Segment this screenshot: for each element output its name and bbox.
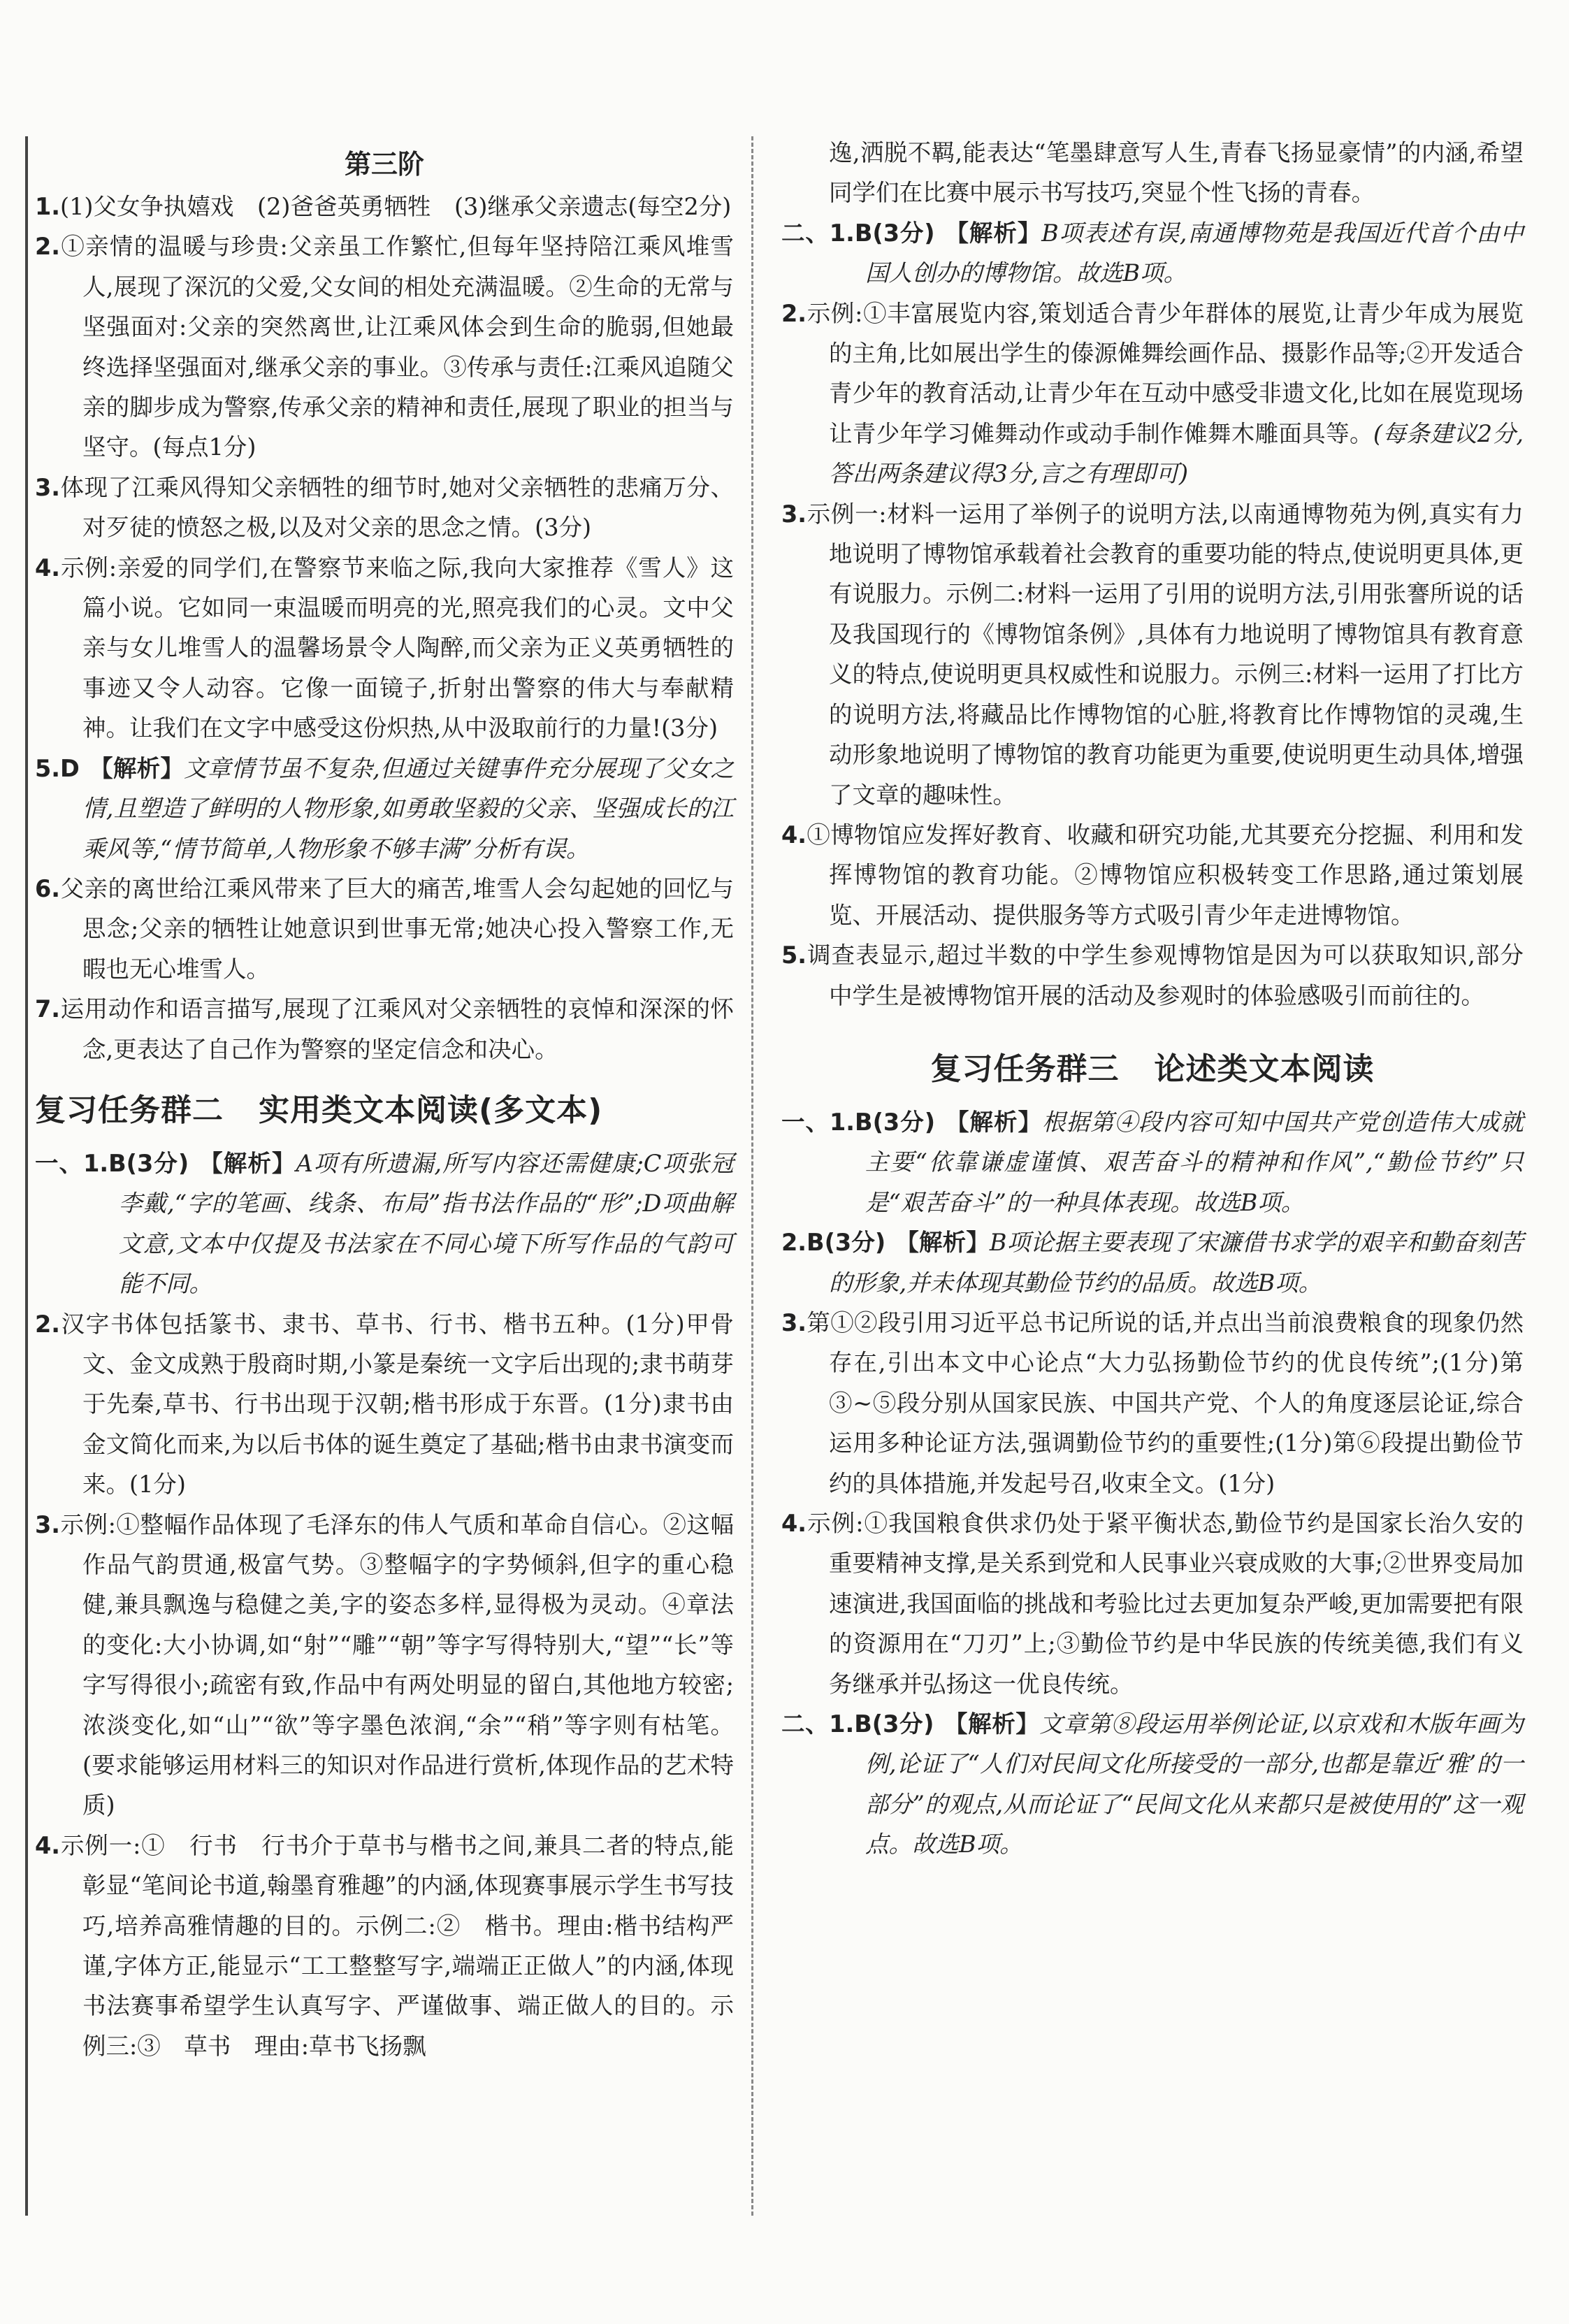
answer-item: 二、1.B(3分) 【解析】B项表述有误,南通博物苑是我国近代首个由中国人创办的博物馆。故选B项。 bbox=[781, 219, 1524, 287]
answer-item: 5.D 【解析】文章情节虽不复杂,但通过关键事件充分展现了父女之情,且塑造了鲜明的人物形象,如勇敢坚毅的父亲、坚强成长的江乘风等,“情节简单,人物形象不够丰满”分析有误。 bbox=[35, 754, 734, 863]
answer-item: 3.示例一:材料一运用了举例子的说明方法,以南通博物苑为例,真实有力地说明了博物馆承载着社会教育的重要功能的特点,使说明更具体,更有说服力。示例二:材料一运用了引用的说明方法,引用张謇所说的话及我国现行的《博物馆条例》,具体有力地说明了博物馆具有教育意义的特点,使说明更具权威性和说服力。示例三:材料一运用了打比方的说明方法,将藏品比作博物馆的心脏,将教育比作博物馆的灵魂,生动形象地说明了博物馆的教育功能更为重要,使说明更生动具体,增强了文章的趣味性。 bbox=[781, 500, 1524, 809]
answer-item: 3.体现了江乘风得知父亲牺牲的细节时,她对父亲牺牲的悲痛万分、对歹徒的愤怒之极,以及对父亲的思念之情。(3分) bbox=[35, 473, 734, 542]
answer-item: 4.①博物馆应发挥好教育、收藏和研究功能,尤其要充分挖掘、利用和发挥博物馆的教育功能。②博物馆应积极转变工作思路,通过策划展览、开展活动、提供服务等方式吸引青少年走进博物馆。 bbox=[781, 821, 1524, 929]
answer-item: 4.示例:①我国粮食供求仍处于紧平衡状态,勤俭节约是国家长治久安的重要精神支撑,是关系到党和人民事业兴衰成败的大事;②世界变局加速演进,我国面临的挑战和考验比过去更加复杂严峻,更加需要把有限的资源用在“刀刃”上;③勤俭节约是中华民族的传统美德,我们有义务继承并弘扬这一优良传统。 bbox=[781, 1510, 1524, 1698]
answer-item: 6.父亲的离世给江乘风带来了巨大的痛苦,堆雪人会勾起她的回忆与思念;父亲的牺牲让她意识到世事无常;她决心投入警察工作,无暇也无心堆雪人。 bbox=[35, 874, 734, 983]
answer-item: 一、1.B(3分) 【解析】根据第④段内容可知中国共产党创造伟大成就主要“依靠谦虚谨慎、艰苦奋斗的精神和作风”,“勤俭节约”只是“艰苦奋斗”的一种具体表现。故选B项。 bbox=[781, 1108, 1524, 1216]
answer-item: 2.示例:①丰富展览内容,策划适合青少年群体的展览,让青少年成为展览的主角,比如展出学生的傣源傩舞绘画作品、摄影作品等;②开发适合青少年的教育活动,让青少年在互动中感受非遗文化,比如在展览现场让青少年学习傩舞动作或动手制作傩舞木雕面具等。(每条建议2分,答出两条建议得3分,言之有理即可) bbox=[781, 299, 1524, 488]
answer-item: 3.第①②段引用习近平总书记所说的话,并点出当前浪费粮食的现象仍然存在,引出本文中心论点“大力弘扬勤俭节约的优良传统”;(1分)第③~⑤段分别从国家民族、中国共产党、个人的角度逐层论证,综合运用多种论证方法,强调勤俭节约的重要性;(1分)第⑥段提出勤俭节约的具体措施,并发起号召,收束全文。(1分) bbox=[781, 1308, 1524, 1497]
answer-item: 2.B(3分) 【解析】B项论据主要表现了宋濂借书求学的艰辛和勤奋刻苦的形象,并未体现其勤俭节约的品质。故选B项。 bbox=[781, 1229, 1524, 1297]
right-column bbox=[781, 133, 1524, 1865]
answer-item: 2.①亲情的温暖与珍贵:父亲虽工作繁忙,但每年坚持陪江乘风堆雪人,展现了深沉的父爱,父女间的相处充满温暖。②生命的无常与坚强面对:父亲的突然离世,让江乘风体会到生命的脆弱,但她最终选择坚强面对,继承父亲的事业。③传承与责任:江乘风追随父亲的脚步成为警察,传承父亲的精神和责任,展现了职业的担当与坚守。(每点1分) bbox=[35, 233, 734, 461]
column-divider bbox=[751, 136, 753, 2216]
left-column bbox=[35, 133, 734, 2066]
answer-item: 4.示例一:① 行书 行书介于草书与楷书之间,兼具二者的特点,能彰显“笔间论书道,翰墨育雅趣”的内涵,体现赛事展示学生书写技巧,培养高雅情趣的目的。示例二:② 楷书。理由:楷书结构严谨,字体方正,能显示“工工整整写字,端端正正做人”的内涵,体现书法赛事希望学生认真写字、严谨做事、端正做人的目的。示例三:③ 草书 理由:草书飞扬飘 bbox=[35, 1831, 734, 2060]
continuation-text: 逸,洒脱不羁,能表达“笔墨肆意写人生,青春飞扬显豪情”的内涵,希望同学们在比赛中展示书写技巧,突显个性飞扬的青春。 bbox=[829, 139, 1524, 207]
answer-item: 二、1.B(3分) 【解析】文章第⑧段运用举例论证,以京戏和木版年画为例,论证了“人们对民间文化所接受的一部分,也都是靠近‘雅’的一部分”的观点,从而论证了“民间文化从来都只是被使用的”这一观点。故选B项。 bbox=[781, 1710, 1524, 1859]
answer-item: 一、1.B(3分) 【解析】A项有所遗漏,所写内容还需健康;C项张冠李戴,“字的笔画、线条、布局”指书法作品的“形”;D项曲解文意,文本中仅提及书法家在不同心境下所写作品的气韵可能不同。 bbox=[35, 1149, 735, 1298]
answer-item: 5.调查表显示,超过半数的中学生参观博物馆是因为可以获取知识,部分中学生是被博物馆开展的活动及参观时的体验感吸引而前往的。 bbox=[781, 941, 1524, 1009]
answer-item: 1.(1)父女争执嬉戏 (2)爸爸英勇牺牲 (3)继承父亲遗志(每空2分) bbox=[35, 193, 732, 220]
group-three-title: 复习任务群三 论述类文本阅读 bbox=[930, 1051, 1375, 1087]
section-title: 第三阶 bbox=[344, 149, 424, 180]
left-margin-rule bbox=[25, 136, 28, 2216]
answer-item: 3.示例:①整幅作品体现了毛泽东的伟人气质和革命自信心。②这幅作品气韵贯通,极富气势。③整幅字的字势倾斜,但字的重心稳健,兼具飘逸与稳健之美,字的姿态多样,显得极为灵动。④章法的变化:大小协调,如“射”“雕”“朝”等字写得特别大,“望”“长”等字写得很小;疏密有致,作品中有两处明显的留白,其他地方较密;浓淡变化,如“山”“欲”等字墨色浓润,“余”“稍”等字则有枯笔。(要求能够运用材料三的知识对作品进行赏析,体现作品的艺术特质) bbox=[35, 1510, 734, 1819]
answer-item: 2.汉字书体包括篆书、隶书、草书、行书、楷书五种。(1分)甲骨文、金文成熟于殷商时期,小篆是秦统一文字后出现的;隶书萌芽于先秦,草书、行书出现于汉朝;楷书形成于东晋。(1分)隶书由金文简化而来,为以后书体的诞生奠定了基础;楷书由隶书演变而来。(1分) bbox=[35, 1310, 734, 1499]
answer-item: 4.示例:亲爱的同学们,在警察节来临之际,我向大家推荐《雪人》这篇小说。它如同一束温暖而明亮的光,照亮我们的心灵。文中父亲与女儿堆雪人的温馨场景令人陶醉,而父亲为正义英勇牺牲的事迹又令人动容。它像一面镜子,折射出警察的伟大与奉献精神。让我们在文字中感受这份炽热,从中汲取前行的力量!(3分) bbox=[35, 554, 734, 742]
group-two-title: 复习任务群二 实用类文本阅读(多文本) bbox=[35, 1092, 603, 1128]
answer-item: 7.运用动作和语言描写,展现了江乘风对父亲牺牲的哀悼和深深的怀念,更表达了自己作为警察的坚定信念和决心。 bbox=[35, 995, 734, 1063]
